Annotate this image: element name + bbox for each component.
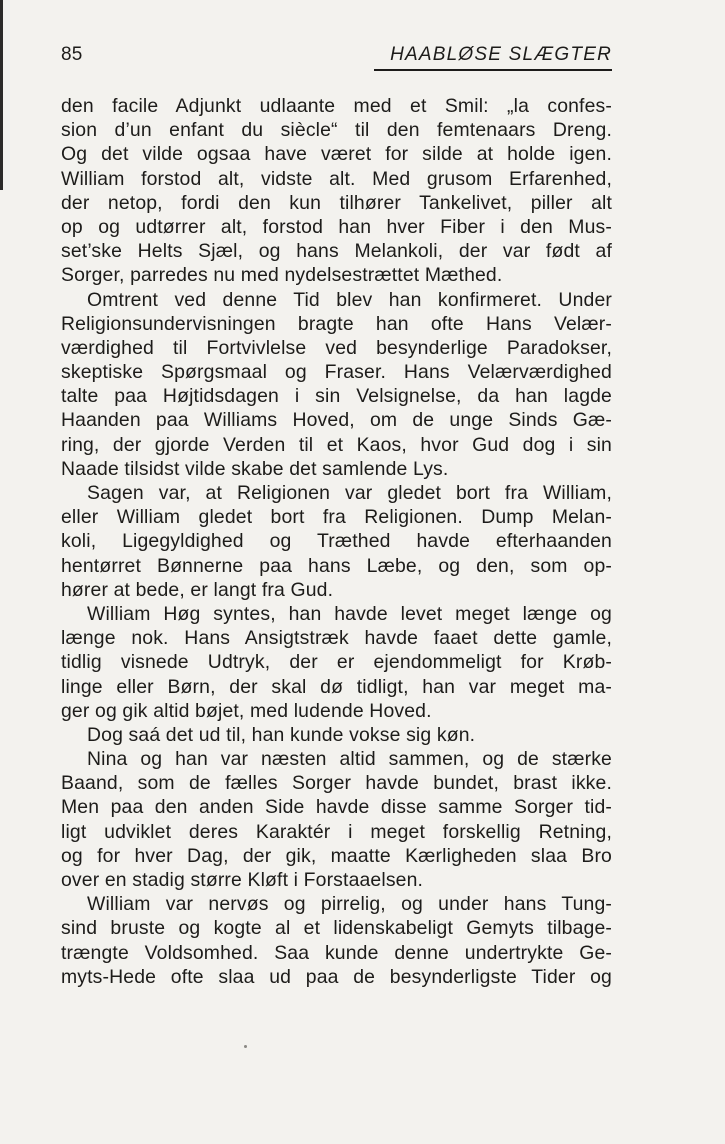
text-line: ligt udviklet deres Karaktér i meget forskellig Retning, <box>61 820 612 843</box>
text-line: Og det vilde ogsaa have været for silde at holde igen. <box>61 143 612 166</box>
text-line: skeptiske Spørgsmaal og Fraser. Hans Velærværdighed <box>61 361 612 384</box>
text-line: hører at bede, er langt fra Gud. <box>61 578 334 601</box>
text-line: Religionsundervisningen bragte han ofte Hans Velær- <box>61 312 612 335</box>
text-line: den facile Adjunkt udlaante med et Smil: „la confes- <box>61 95 612 117</box>
body-text <box>61 94 612 989</box>
text-line: ger og gik altid bøjet, med ludende Hoved. <box>61 699 432 722</box>
text-line: sion d’un enfant du siècle“ til den femtenaars Dreng. <box>61 119 612 142</box>
text-line: Naade tilsidst vilde skabe det samlende Lys. <box>61 457 449 480</box>
page-number: 85 <box>61 44 83 65</box>
text-line: længe nok. Hans Ansigtstræk havde faaet dette gamle, <box>61 627 612 650</box>
text-line: set’ske Helts Sjæl, og hans Melankoli, der var født af <box>61 240 612 263</box>
text-line: tidlig visnede Udtryk, der er ejendommeligt for Krøb- <box>61 651 612 674</box>
text-line: linge eller Børn, der skal dø tidligt, han var meget ma- <box>61 675 612 698</box>
running-header <box>61 44 612 70</box>
text-line: hentørret Bønnerne paa hans Læbe, og den, som op- <box>61 554 612 577</box>
text-line: sind bruste og kogte al et lidenskabeligt Gemyts tilbage- <box>61 917 612 940</box>
page-edge <box>0 0 3 190</box>
text-line: og for hver Dag, der gik, maatte Kærligheden slaa Bro <box>61 844 612 867</box>
text-line: Sagen var, at Religionen var gledet bort fra William, <box>87 482 612 504</box>
text-line: eller William gledet bort fra Religionen. Dump Melan- <box>61 506 612 529</box>
text-line: der netop, fordi den kun tilhører Tankelivet, piller alt <box>61 191 612 214</box>
text-line: Haanden paa Williams Hoved, om de unge Sinds Gæ- <box>61 409 612 432</box>
paper-speck <box>244 1045 247 1048</box>
text-line: koli, Ligegyldighed og Træthed havde efterhaanden <box>61 530 612 553</box>
text-line: Sorger, parredes nu med nydelsestrættet Mæthed. <box>61 264 503 287</box>
text-line: talte paa Højtidsdagen i sin Velsignelse, da han lagde <box>61 385 612 408</box>
running-title: HAABLØSE SLÆGTER <box>390 44 612 65</box>
text-line: op og udtørrer alt, forstod han hver Fiber i den Mus- <box>61 215 612 238</box>
text-line: Men paa den anden Side havde disse samme Sorger tid- <box>61 796 612 819</box>
text-line: William forstod alt, vidste alt. Med grusom Erfarenhed, <box>61 167 612 190</box>
text-line: William Høg syntes, han havde levet meget længe og <box>87 602 612 625</box>
text-line: Omtrent ved denne Tid blev han konfirmeret. Under <box>87 288 612 311</box>
text-line: Baand, som de fælles Sorger havde bundet, brast ikke. <box>61 772 612 795</box>
text-line: trængte Voldsomhed. Saa kunde denne undertrykte Ge- <box>61 941 612 964</box>
text-line: ring, der gjorde Verden til et Kaos, hvor Gud dog i sin <box>61 433 612 456</box>
header-rule <box>374 69 612 71</box>
text-line: William var nervøs og pirrelig, og under hans Tung- <box>87 893 612 916</box>
text-line: Dog saá det ud til, han kunde vokse sig køn. <box>87 723 476 746</box>
text-line: Nina og han var næsten altid sammen, og de stærke <box>87 748 612 771</box>
text-line: myts-Hede ofte slaa ud paa de besynderligste Tider og <box>61 965 612 988</box>
text-line: over en stadig større Kløft i Forstaaelsen. <box>61 869 424 891</box>
text-line: værdighed til Fortvivlelse ved besynderlige Paradokser, <box>61 336 612 359</box>
